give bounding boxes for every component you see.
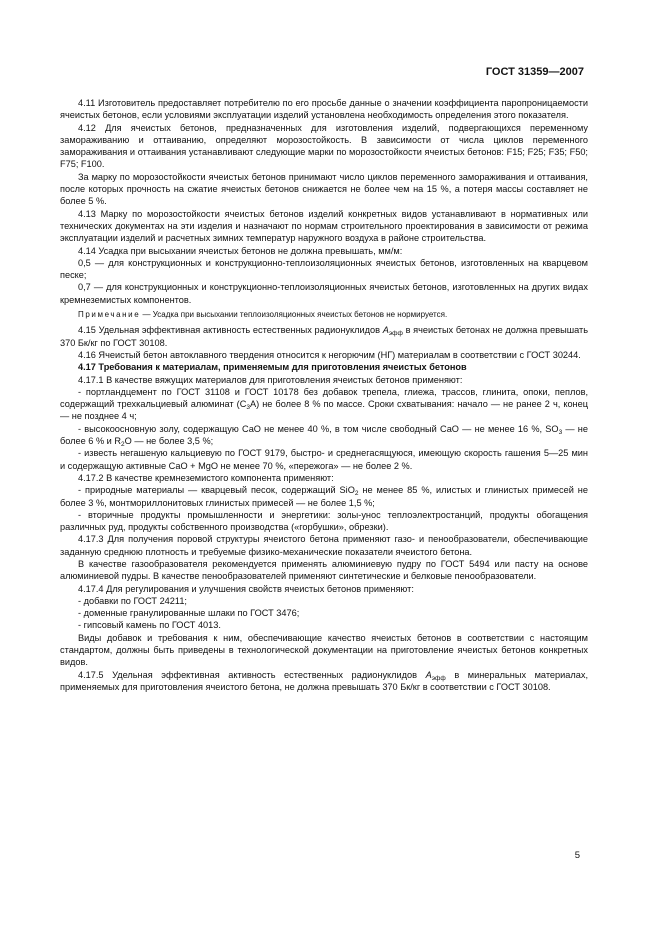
document-body <box>60 97 588 693</box>
paragraph-4-16: 4.16 Ячеистый бетон автоклавного твердения относится к негорючим (НГ) материалам в соответствии с ГОСТ 30244. <box>78 349 581 360</box>
paragraph-4-13: 4.13 Марку по морозостойкости ячеистых бетонов изделий конкретных видов устанавливают в нормативных или технических документах на эти изделия и назначают по нормам строительного проектирования в зависимости от режима эксплуатации изделий и расчетных зимних температур наружного воздуха в районе строительства. <box>60 208 588 244</box>
text-fragment: 4.15 Удельная эффективная активность естественных радионуклидов <box>78 325 383 336</box>
text-fragment: O — не более 3,5 %; <box>124 436 214 447</box>
text-fragment: - портландцемент по ГОСТ 31108 и ГОСТ 10178 без добавок трепела, глиежа, трассов, глинита, опоки, пеплов, содержащий трехкальциевый алюминат (С <box>60 386 588 410</box>
subscript: 3 <box>246 404 250 412</box>
subscript: 2 <box>121 441 125 449</box>
subscript: 3 <box>558 428 563 436</box>
paragraph-4-14-item-b: 0,7 — для конструкционных и конструкционно-теплоизоляционных ячеистых бетонов, изготовленных на других видах кремнеземистых компонентов. <box>60 282 588 305</box>
paragraph-4-11: 4.11 Изготовитель предоставляет потребителю по его просьбе данные о значении коэффициента паропроницаемости ячеистых бетонов, если условиями эксплуатации изделий установлена необходимость определения этого показателя. <box>60 98 588 121</box>
note-label: Примечание <box>78 310 141 320</box>
paragraph-4-17-1-cement <box>60 386 588 423</box>
text-fragment: — не более 6 % и R <box>60 423 588 447</box>
paragraph-4-17-2: 4.17.2 В качестве кремнеземистого компонента применяют: <box>78 472 334 483</box>
paragraph-4-17-4-item-b: - доменные гранулированные шлаки по ГОСТ 3476; <box>78 608 300 619</box>
paragraph-4-17-1-lime: - известь негашеную кальциевую по ГОСТ 9179, быстро- и среднегасящуюся, имеющую скорость гашения 5—25 мин и содержащую активные СаО + MgO не менее 70 %, «пережога» — не более 2 %. <box>60 448 588 471</box>
paragraph-4-14: 4.14 Усадка при высыхании ячеистых бетонов не должна превышать, мм/м: <box>78 245 403 256</box>
text-fragment: 4.17.5 Удельная эффективная активность естественных радионуклидов <box>78 669 426 680</box>
text-fragment: в минеральных материалах, применяемых для приготовления ячеистого бетона, не должна превышать 370 Бк/кг в соответствии с ГОСТ 30108. <box>60 669 589 692</box>
text-fragment: - высокоосновную золу, содержащую СаО не менее 40 %, в том числе свободный СаО — не менее 16 %, SO <box>78 423 559 434</box>
text-fragment: не менее 85 %, илистых и глинистых примесей не более 3 %, монтмориллонитовых глинистых примесей — не более 1,5 %; <box>60 485 588 508</box>
paragraph-4-17-3-gas: В качестве газообразователя рекомендуется применять алюминиевую пудру по ГОСТ 5494 или пасту на основе алюминиевой пудры. В качестве пенообразователей применяют синтетические и белковые пенообразователи. <box>60 558 588 582</box>
paragraph-4-17-4: 4.17.4 Для регулирования и улучшения свойств ячеистых бетонов применяют: <box>78 583 414 594</box>
paragraph-4-14-item-a: 0,5 — для конструкционных и конструкционно-теплоизоляционных ячеистых бетонов, изготовленных на кварцевом песке; <box>60 257 588 281</box>
paragraph-4-17-5 <box>60 669 588 694</box>
paragraph-4-17-4-additives: Виды добавок и требования к ним, обеспечивающие качество ячеистых бетонов в соответствии с настоящим стандартом, должны быть приведены в технологической документации на приготовление ячеистых бетонов конкретных видов. <box>60 632 588 668</box>
text-fragment: - природные материалы — кварцевый песок, содержащий SiO <box>78 485 355 496</box>
section-heading-4-17: 4.17 Требования к материалам, применяемым для приготовления ячеистых бетонов <box>78 362 467 373</box>
paragraph-4-17-4-item-a: - добавки по ГОСТ 24211; <box>78 595 187 606</box>
note-text: — Усадка при высыхании теплоизоляционных ячеистых бетонов не нормируется. <box>140 310 448 320</box>
page-number: 5 <box>574 850 580 861</box>
document-id: ГОСТ 31359—2007 <box>485 66 584 78</box>
subscript-eff: эфф <box>388 330 403 338</box>
paragraph-4-17-2-secondary: - вторичные продукты промышленности и энергетики: золы-унос теплоэлектростанций, продукты обогащения различных руд, продукты собственного производства («горбушки», обрезки). <box>60 509 588 533</box>
paragraph-4-17-1: 4.17.1 В качестве вяжущих материалов для приготовления ячеистых бетонов применяют: <box>78 374 463 385</box>
activity-symbol: A <box>382 325 389 336</box>
subscript-eff: эфф <box>431 674 446 682</box>
text-fragment: А) не более 8 % по массе. Сроки схватывания: начало — не ранее 2 ч, конец — не позднее 4 ч; <box>60 399 588 422</box>
activity-symbol: A <box>425 669 432 680</box>
paragraph-4-12: 4.12 Для ячеистых бетонов, предназначенных для изготовления изделий, подвергающихся переменному замораживанию и оттаиванию, определяют морозостойкость. В зависимости от числа циклов переменного замораживания и оттаивания устанавливают следующие марки по морозостойкости ячеистых бетонов: F15; F25; F35; F50; F75; F100. <box>60 122 588 170</box>
paragraph-4-15 <box>60 324 588 349</box>
paragraph-4-12-frost-grade: За марку по морозостойкости ячеистых бетонов принимают число циклов переменного замораживания и оттаивания, после которых прочность на сжатие ячеистых бетонов снижается не более чем на 15 %, а потеря массы составляет не более 5 %. <box>60 171 588 207</box>
text-fragment: в ячеистых бетонах не должна превышать 370 Бк/кг по ГОСТ 30108. <box>60 325 588 348</box>
paragraph-4-17-3: 4.17.3 Для получения поровой структуры ячеистого бетона применяют газо- и пенообразователи, обеспечивающие заданную среднюю плотность и требуемые физико-механические показатели ячеистого бетона. <box>60 534 588 557</box>
note <box>60 309 588 321</box>
paragraph-4-17-1-ash <box>60 423 588 448</box>
paragraph-4-17-4-item-c: - гипсовый камень по ГОСТ 4013. <box>78 620 221 631</box>
subscript: 2 <box>354 490 359 498</box>
paragraph-4-17-2-natural <box>60 484 588 509</box>
